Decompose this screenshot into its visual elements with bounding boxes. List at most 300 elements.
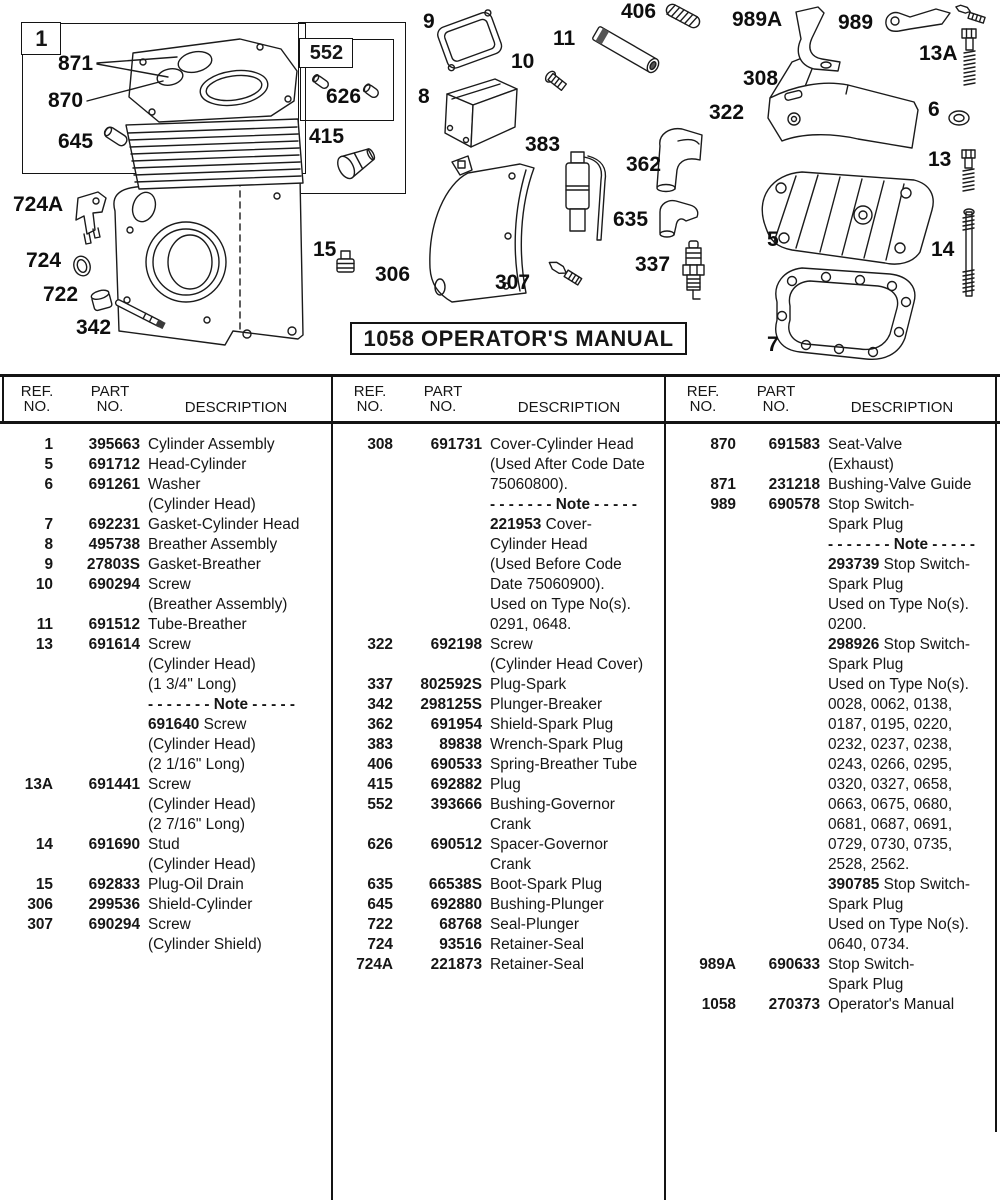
part-no: 802592S [420, 676, 482, 693]
description-text: Head-Cylinder [148, 456, 247, 473]
table-row [666, 995, 999, 1015]
table-row [666, 495, 999, 515]
table-row [333, 875, 666, 895]
ref-no: 871 [710, 476, 736, 493]
part-no [53, 935, 140, 955]
description-text: Spacer-Governor [490, 836, 609, 853]
ref-no [666, 655, 736, 675]
description [148, 855, 256, 875]
part-13A-screw-drawing [962, 29, 976, 85]
description-text: Plug-Oil Drain [148, 876, 244, 893]
header-part-line1: PART [90, 383, 130, 400]
part-no [736, 935, 820, 955]
description [828, 775, 952, 795]
part-no [53, 855, 140, 875]
ref-no [666, 775, 736, 795]
ref-no [666, 575, 736, 595]
description-bold: 293739 [828, 556, 880, 573]
description [148, 495, 256, 515]
description [828, 815, 952, 835]
description-text: Gasket-Breather [148, 556, 261, 573]
part-no: 93516 [439, 936, 482, 953]
description [828, 615, 867, 635]
part-1-cylinder-assembly-drawing [87, 39, 303, 345]
part-no: 692880 [430, 896, 482, 913]
table-row [333, 555, 666, 575]
ref-no [0, 715, 53, 735]
part-no: 395663 [88, 436, 140, 453]
table-row [0, 555, 333, 575]
table-row [666, 795, 999, 815]
part-14-stud-drawing [963, 209, 974, 296]
description-text: Crank [490, 816, 532, 833]
description [828, 455, 894, 475]
table-row [0, 815, 333, 835]
part-15-oil-drain-plug-drawing [337, 251, 354, 272]
ref-no [666, 975, 736, 995]
part-406-spring-drawing [664, 2, 701, 29]
callout-337: 337 [635, 253, 671, 276]
part-989A-stop-switch-drawing [796, 7, 840, 71]
table-row [666, 735, 999, 755]
part-307-screw-drawing [547, 259, 582, 285]
part-9-gasket-breather-drawing [434, 9, 505, 71]
description [490, 495, 637, 515]
part-362-shield-drawing [657, 129, 702, 192]
description [490, 795, 615, 815]
table-row [0, 595, 333, 615]
part-no [393, 575, 482, 595]
table-row [0, 435, 333, 455]
description [490, 935, 584, 955]
table-row [333, 815, 666, 835]
description [490, 715, 613, 735]
part-no [736, 895, 820, 915]
header-ref-line2: NO. [689, 398, 717, 415]
table-row [666, 615, 999, 635]
ref-no [666, 915, 736, 935]
description [490, 695, 602, 715]
description-text: Screw [148, 576, 191, 593]
description [828, 515, 903, 535]
part-no [736, 815, 820, 835]
description [828, 715, 952, 735]
table-row [666, 695, 999, 715]
part-no [393, 455, 482, 475]
ref-no: 9 [44, 556, 53, 573]
table-rows [0, 435, 333, 955]
description-text: 0640, 0734. [828, 936, 910, 953]
operators-manual-label: 1058 OPERATOR'S MANUAL [363, 325, 674, 351]
header-part-line1: PART [756, 383, 796, 400]
table-column-3 [666, 373, 999, 1200]
part-10-screw-drawing [544, 69, 568, 91]
description [148, 515, 299, 535]
description-text: Screw [490, 636, 533, 653]
callout-989A: 989A [732, 8, 783, 31]
description-text: Bushing-Valve Guide [828, 476, 972, 493]
table-row [666, 555, 999, 575]
description-text: Plunger-Breaker [490, 696, 603, 713]
callout-8: 8 [418, 85, 430, 108]
table-row [333, 535, 666, 555]
description [828, 655, 903, 675]
table-row [0, 635, 333, 655]
ref-no: 322 [367, 636, 393, 653]
header-ref-no [11, 384, 63, 414]
callout-307: 307 [495, 271, 531, 294]
description-text: Screw [148, 636, 191, 653]
description-text: Stud [148, 836, 180, 853]
description [490, 895, 604, 915]
description [490, 915, 579, 935]
part-13-screw-drawing [962, 150, 975, 191]
description [490, 675, 566, 695]
ref-no [666, 695, 736, 715]
part-no [736, 975, 820, 995]
description [490, 835, 608, 855]
description [148, 755, 245, 775]
callout-15: 15 [313, 238, 337, 261]
table-row [0, 475, 333, 495]
table-row [666, 455, 999, 475]
part-no [53, 655, 140, 675]
description-text: 0232, 0237, 0238, [828, 736, 953, 753]
ref-no [666, 455, 736, 475]
description-text: Cover- [541, 516, 592, 533]
part-no: 299536 [88, 896, 140, 913]
description [490, 635, 533, 655]
part-no [53, 715, 140, 735]
callout-13A: 13A [919, 42, 958, 65]
description-bold: 390785 [828, 876, 880, 893]
table-column-1 [0, 373, 333, 1200]
description [828, 895, 903, 915]
part-no [393, 615, 482, 635]
part-no: 691954 [430, 716, 482, 733]
header-ref-line1: REF. [686, 383, 720, 400]
callout-635: 635 [613, 208, 649, 231]
part-no: 690633 [768, 956, 820, 973]
table-row [0, 915, 333, 935]
part-no [736, 675, 820, 695]
part-7-head-gasket-drawing [776, 268, 915, 359]
callout-724A: 724A [13, 193, 64, 216]
part-no [736, 835, 820, 855]
part-no [736, 875, 820, 895]
part-no [736, 635, 820, 655]
table-row [666, 575, 999, 595]
ref-no: 724 [367, 936, 393, 953]
ref-no: 415 [367, 776, 393, 793]
description [828, 555, 970, 575]
ref-no: 8 [44, 536, 53, 553]
description-text: Spark Plug [828, 576, 904, 593]
description-text: Gasket-Cylinder Head [148, 516, 300, 533]
table-column-2 [333, 373, 666, 1200]
part-415-plug-drawing [334, 142, 378, 181]
description-text: Spring-Breather Tube [490, 756, 638, 773]
header-description: DESCRIPTION [850, 399, 954, 416]
table-row [333, 635, 666, 655]
ref-no: 7 [44, 516, 53, 533]
table-row [666, 895, 999, 915]
table-row [333, 955, 666, 975]
description-text: Screw [148, 776, 191, 793]
description [828, 955, 914, 975]
header-ref-no [677, 384, 729, 414]
description-text: Date 75060900). [490, 576, 605, 593]
part-no [53, 735, 140, 755]
table-row [0, 875, 333, 895]
description-text: (2 1/16" Long) [148, 756, 246, 773]
ref-no [666, 715, 736, 735]
ref-no: 10 [35, 576, 53, 593]
description [828, 595, 969, 615]
part-no [53, 595, 140, 615]
description [148, 775, 191, 795]
description [828, 835, 952, 855]
ref-no [0, 655, 53, 675]
description-text: Plug [490, 776, 521, 793]
callout-308: 308 [743, 67, 779, 90]
description [828, 735, 952, 755]
ref-no [333, 535, 393, 555]
table-row [666, 635, 999, 655]
ref-no [666, 595, 736, 615]
header-ref-line2: NO. [23, 398, 51, 415]
table-row [0, 575, 333, 595]
ref-no [333, 815, 393, 835]
description [490, 955, 584, 975]
description-text: (Exhaust) [828, 456, 894, 473]
table-row [666, 775, 999, 795]
description [490, 615, 571, 635]
ref-no: 6 [44, 476, 53, 493]
ref-no: 635 [367, 876, 393, 893]
part-no: 27803S [86, 556, 140, 573]
description-bold: 221953 [490, 516, 542, 533]
table-row [333, 695, 666, 715]
table-row [0, 835, 333, 855]
callout-13: 13 [928, 148, 952, 171]
part-no [393, 595, 482, 615]
ref-no [333, 595, 393, 615]
description [828, 675, 969, 695]
part-5-cylinder-head-drawing [762, 172, 933, 264]
table-row [666, 595, 999, 615]
part-11-breather-tube-drawing [592, 26, 661, 74]
description-text: Retainer-Seal [490, 936, 585, 953]
description-text: 0320, 0327, 0658, [828, 776, 953, 793]
description [490, 775, 521, 795]
part-no: 691261 [88, 476, 140, 493]
ref-no: 362 [367, 716, 393, 733]
description-text: Seat-Valve [828, 436, 903, 453]
part-no: 691690 [88, 836, 140, 853]
ref-no [0, 735, 53, 755]
description [148, 835, 180, 855]
part-989-stop-switch-drawing [886, 9, 950, 31]
description-text: (1 3/4" Long) [148, 676, 237, 693]
description-text: Plug-Spark [490, 676, 567, 693]
part-no [736, 555, 820, 575]
description-text: Stop Switch- [828, 956, 915, 973]
description [828, 435, 902, 455]
description [148, 935, 262, 955]
description-text: Spark Plug [828, 656, 904, 673]
description [148, 735, 256, 755]
description [828, 535, 975, 555]
table-row [333, 895, 666, 915]
description-text: (Cylinder Head) [148, 496, 256, 513]
description-text: (Cylinder Head) [148, 656, 256, 673]
part-no [393, 815, 482, 835]
description [490, 595, 631, 615]
description-bold: - - - - - - - Note - - - - - [828, 536, 976, 553]
table-row [0, 535, 333, 555]
header-ref-line1: REF. [20, 383, 54, 400]
part-no [53, 495, 140, 515]
part-no: 690294 [88, 916, 140, 933]
description-text: 0729, 0730, 0735, [828, 836, 953, 853]
ref-no: 337 [367, 676, 393, 693]
part-no: 690294 [88, 576, 140, 593]
description [490, 555, 622, 575]
part-no: 66538S [428, 876, 482, 893]
ref-no: 626 [367, 836, 393, 853]
table-row [666, 755, 999, 775]
description-text: Operator's Manual [828, 996, 955, 1013]
part-no [736, 695, 820, 715]
description [490, 815, 531, 835]
description-text: Stop Switch- [828, 496, 915, 513]
description-text: Screw [199, 716, 247, 733]
ref-no: 989 [710, 496, 736, 513]
table-row [0, 935, 333, 955]
table-row [666, 875, 999, 895]
description-text: Bushing-Governor [490, 796, 615, 813]
description-text: Wrench-Spark Plug [490, 736, 624, 753]
table-row [0, 655, 333, 675]
callout-871: 871 [58, 52, 94, 75]
description-text: Shield-Spark Plug [490, 716, 614, 733]
header-part-line2: NO. [96, 398, 124, 415]
part-722-seal-drawing [90, 289, 112, 312]
table-row [666, 915, 999, 935]
description-text: Shield-Cylinder [148, 896, 253, 913]
description [148, 675, 236, 695]
ref-no: 722 [367, 916, 393, 933]
ref-no [666, 795, 736, 815]
callout-415: 415 [309, 125, 345, 148]
part-no [393, 855, 482, 875]
description-text: Spark Plug [828, 896, 904, 913]
table-row [666, 515, 999, 535]
ref-no: 5 [44, 456, 53, 473]
part-no [53, 695, 140, 715]
description-text: (Cylinder Shield) [148, 936, 262, 953]
description-bold: 298926 [828, 636, 880, 653]
part-no [736, 855, 820, 875]
description-text: Crank [490, 856, 532, 873]
description [828, 795, 952, 815]
header-ref-no [344, 384, 396, 414]
part-8-breather-assembly-drawing [445, 79, 517, 147]
ref-no [666, 615, 736, 635]
part-no: 692231 [88, 516, 140, 533]
description-text: (Cylinder Head Cover) [490, 656, 644, 673]
description-text: Used on Type No(s). [490, 596, 631, 613]
part-no [53, 675, 140, 695]
description [148, 455, 246, 475]
ref-no: 306 [27, 896, 53, 913]
table-row [666, 675, 999, 695]
table-row [333, 455, 666, 475]
description-text: Stop Switch- [879, 556, 971, 573]
table-row [0, 775, 333, 795]
callout-722: 722 [43, 283, 79, 306]
part-no [393, 555, 482, 575]
description-text: Bushing-Plunger [490, 896, 604, 913]
description-text: 0200. [828, 616, 867, 633]
description-bold: - - - - - - - Note - - - - - [490, 496, 638, 513]
table-row [666, 475, 999, 495]
ref-no [0, 675, 53, 695]
description [490, 575, 605, 595]
table-row [333, 435, 666, 455]
ref-no: 1058 [701, 996, 736, 1013]
table-row [0, 895, 333, 915]
ref-no [0, 935, 53, 955]
table-rows [333, 435, 666, 975]
header-part-line1: PART [423, 383, 463, 400]
part-no: 692198 [430, 636, 482, 653]
description [828, 475, 971, 495]
callout-11: 11 [553, 27, 576, 50]
description-text: 0681, 0687, 0691, [828, 816, 953, 833]
table-row [333, 595, 666, 615]
description-text: Boot-Spark Plug [490, 876, 603, 893]
callout-6: 6 [928, 98, 940, 121]
description-text: (2 7/16" Long) [148, 816, 246, 833]
part-no: 691512 [88, 616, 140, 633]
description [828, 755, 952, 775]
table-row [333, 935, 666, 955]
description-text: Used on Type No(s). [828, 596, 969, 613]
callout-9: 9 [423, 10, 435, 33]
description [828, 635, 970, 655]
description [828, 935, 909, 955]
callout-406: 406 [621, 0, 657, 23]
table-row [333, 675, 666, 695]
table-row [0, 615, 333, 635]
callout-626: 626 [326, 85, 362, 108]
table-row [333, 615, 666, 635]
part-no [736, 755, 820, 775]
table-row [666, 955, 999, 975]
ref-no [666, 895, 736, 915]
table-row [0, 495, 333, 515]
part-no [736, 515, 820, 535]
ref-no [0, 695, 53, 715]
table-row [0, 855, 333, 875]
description [490, 875, 602, 895]
ref-no [333, 475, 393, 495]
part-no [53, 795, 140, 815]
ref-no [333, 515, 393, 535]
part-no [736, 595, 820, 615]
